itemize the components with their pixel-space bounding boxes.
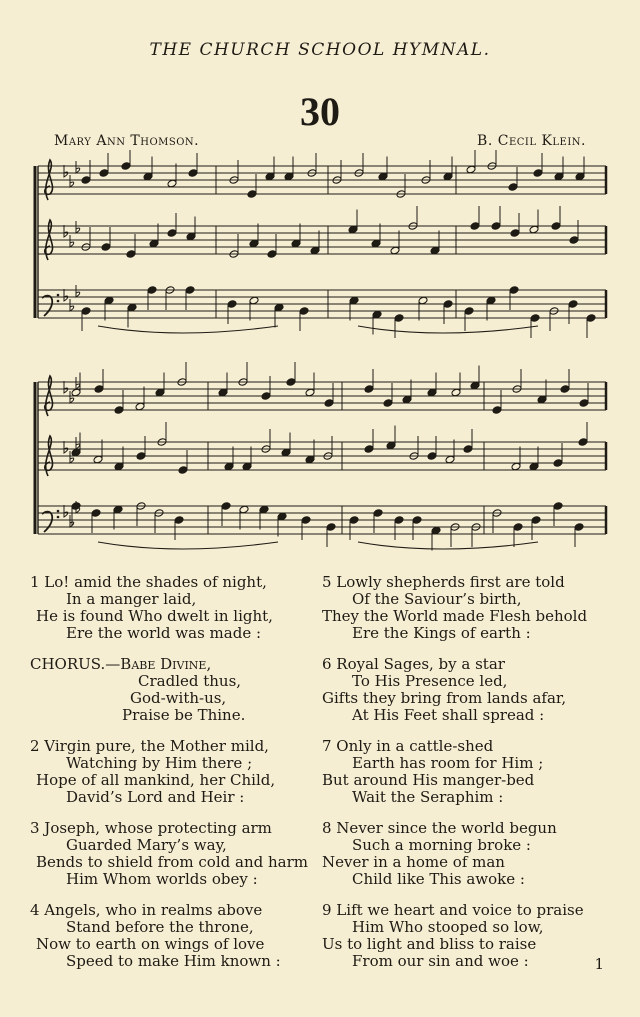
flat-sign-icon <box>64 441 68 453</box>
note-head <box>372 310 382 319</box>
note-head <box>326 523 336 532</box>
bass-clef-dot <box>57 300 60 303</box>
verse-line: 5 Lowly shepherds first are told <box>322 573 565 591</box>
verse-line: 8 Never since the world begun <box>322 819 557 837</box>
note-head <box>104 296 114 305</box>
stanza-7 <box>316 738 616 806</box>
note-head <box>167 229 177 238</box>
note-head <box>443 300 453 309</box>
note-head <box>101 243 111 252</box>
bass-clef-icon <box>42 512 52 532</box>
note-head <box>531 516 541 525</box>
note-head <box>71 388 81 397</box>
note-head <box>113 505 123 514</box>
verse-line: 4 Angels, who in realms above <box>30 901 263 919</box>
note-head <box>511 462 521 471</box>
note-head <box>121 162 131 171</box>
note-head <box>291 239 301 248</box>
bass-clef-dot <box>57 294 60 297</box>
note-head <box>383 399 393 408</box>
note-head <box>492 406 502 415</box>
flat-sign-icon <box>70 235 74 247</box>
note-head <box>227 300 237 309</box>
verse-line: Ere the world was made : <box>66 624 262 642</box>
note-head <box>94 385 104 394</box>
verse-line: In a manger laid, <box>66 590 197 608</box>
note-head <box>412 516 422 525</box>
note-head <box>394 516 404 525</box>
note-head <box>430 246 440 255</box>
bass-clef-dot <box>57 516 60 519</box>
note-head <box>186 232 196 241</box>
note-head <box>265 172 275 181</box>
verse-line: David’s Lord and Heir : <box>66 788 245 806</box>
bass-clef-dot <box>57 510 60 513</box>
hymn-number: 30 <box>300 89 340 134</box>
note-head <box>553 502 563 511</box>
note-head <box>178 466 188 475</box>
note-head <box>81 176 91 185</box>
running-head: THE CHURCH SCHOOL HYMNAL. <box>149 40 491 60</box>
note-head <box>378 172 388 181</box>
note-head <box>537 395 547 404</box>
note-head <box>509 286 519 295</box>
note-head <box>299 307 309 316</box>
verse-line: Cradled thus, <box>138 672 242 690</box>
flat-sign-icon <box>64 225 68 237</box>
verse-line: At His Feet shall spread : <box>352 706 545 724</box>
note-head <box>445 455 455 464</box>
verse-line: Gifts they bring from lands afar, <box>322 689 567 707</box>
note-head <box>466 165 476 174</box>
note-head <box>305 388 315 397</box>
note-head <box>560 385 570 394</box>
verse-line: Never in a home of man <box>322 853 505 871</box>
note-head <box>575 172 585 181</box>
verse-line: But around His manger-bed <box>322 771 535 789</box>
stanza-3 <box>30 820 330 888</box>
note-head <box>249 239 259 248</box>
note-head <box>135 402 145 411</box>
verse-line: Him Whom worlds obey : <box>66 870 258 888</box>
note-head <box>267 250 277 259</box>
verse-line: Child like This awoke : <box>352 870 525 888</box>
note-head <box>239 505 249 514</box>
slur <box>358 326 538 333</box>
flat-sign-icon <box>64 165 68 177</box>
note-head <box>221 502 231 511</box>
note-head <box>364 385 374 394</box>
words-author: Mary Ann Thomson. <box>54 133 200 149</box>
note-head <box>486 296 496 305</box>
note-head <box>349 516 359 525</box>
note-head <box>464 307 474 316</box>
verse-line: Hope of all mankind, her Child, <box>36 771 276 789</box>
note-head <box>188 169 198 178</box>
note-head <box>371 239 381 248</box>
note-head <box>149 239 159 248</box>
note-head <box>286 378 296 387</box>
note-head <box>418 296 428 305</box>
note-head <box>99 169 109 178</box>
verse-line: Bends to shield from cold and harm <box>36 853 308 871</box>
note-head <box>364 445 374 454</box>
verse-line: 1 Lo! amid the shades of night, <box>30 573 267 591</box>
note-head <box>218 388 228 397</box>
note-head <box>402 395 412 404</box>
note-head <box>554 172 564 181</box>
note-head <box>274 303 284 312</box>
note-head <box>510 229 520 238</box>
stanza-1 <box>30 574 330 642</box>
note-head <box>529 462 539 471</box>
note-head <box>530 314 540 323</box>
note-head <box>185 286 195 295</box>
verse-line: Praise be Thine. <box>122 706 246 724</box>
note-head <box>386 441 396 450</box>
music-score <box>32 150 612 560</box>
note-head <box>249 296 259 305</box>
page-number: 1 <box>594 955 604 973</box>
stanza-4 <box>30 902 330 970</box>
bass-clef-icon <box>42 296 52 316</box>
verse-line: Of the Saviour’s birth, <box>352 590 522 608</box>
note-head <box>553 459 563 468</box>
verse-line: Watching by Him there ; <box>66 754 253 772</box>
note-head <box>586 314 596 323</box>
note-head <box>427 388 437 397</box>
note-head <box>91 509 101 518</box>
flat-sign-icon <box>70 175 74 187</box>
note-head <box>301 516 311 525</box>
verse-line: CHORUS.—Babe Divine, <box>30 655 212 673</box>
note-head <box>127 303 137 312</box>
flat-sign-icon <box>76 285 80 297</box>
verse-line: 6 Royal Sages, by a star <box>322 655 505 673</box>
verse-line: 7 Only in a cattle-shed <box>322 737 494 755</box>
note-head <box>533 169 543 178</box>
note-head <box>578 438 588 447</box>
slur <box>358 542 538 549</box>
note-head <box>443 172 453 181</box>
note-head <box>305 455 315 464</box>
note-head <box>81 307 91 316</box>
flat-sign-icon <box>76 377 80 389</box>
note-head <box>348 225 358 234</box>
note-head <box>284 172 294 181</box>
note-head <box>491 222 501 231</box>
verse-line: Earth has room for Him ; <box>352 754 544 772</box>
note-head <box>579 399 589 408</box>
note-head <box>114 406 124 415</box>
chorus <box>30 656 330 724</box>
note-head <box>71 448 81 457</box>
note-head <box>574 523 584 532</box>
slur <box>98 542 278 549</box>
note-head <box>551 222 561 231</box>
note-head <box>224 462 234 471</box>
note-head <box>394 314 404 323</box>
flat-sign-icon <box>64 289 68 301</box>
flat-sign-icon <box>64 505 68 517</box>
note-head <box>93 455 103 464</box>
stanza-2 <box>30 738 330 806</box>
note-head <box>281 448 291 457</box>
note-head <box>167 179 177 188</box>
note-head <box>324 399 334 408</box>
verse-line: Stand before the throne, <box>66 918 254 936</box>
note-head <box>136 452 146 461</box>
verse-line: 2 Virgin pure, the Mother mild, <box>30 737 269 755</box>
verse-line: Now to earth on wings of love <box>36 935 265 953</box>
note-head <box>277 512 287 521</box>
verse-line: Him Who stooped so low, <box>352 918 544 936</box>
stanza-6 <box>316 656 616 724</box>
flat-sign-icon <box>76 221 80 233</box>
music-composer: B. Cecil Klein. <box>477 133 586 149</box>
verse-line: God-with-us, <box>130 689 227 707</box>
verse-line: He is found Who dwelt in light, <box>36 607 273 625</box>
note-head <box>569 236 579 245</box>
flat-sign-icon <box>76 161 80 173</box>
verse-line: Ere the Kings of earth : <box>352 624 531 642</box>
note-head <box>513 523 523 532</box>
verse-line: Such a morning broke : <box>352 836 531 854</box>
note-head <box>470 222 480 231</box>
verse-line: Wait the Seraphim : <box>352 788 504 806</box>
note-head <box>114 462 124 471</box>
flat-sign-icon <box>76 437 80 449</box>
note-head <box>247 190 257 199</box>
note-head <box>463 445 473 454</box>
verse-line: Us to light and bliss to raise <box>322 935 537 953</box>
note-head <box>431 526 441 535</box>
note-head <box>508 183 518 192</box>
note-head <box>349 296 359 305</box>
note-head <box>310 246 320 255</box>
slur <box>98 326 278 333</box>
note-head <box>147 286 157 295</box>
verse-line: Guarded Mary’s way, <box>66 836 227 854</box>
note-head <box>126 250 136 259</box>
stanza-8 <box>316 820 616 888</box>
note-head <box>470 381 480 390</box>
note-head <box>568 300 578 309</box>
verse-line: 9 Lift we heart and voice to praise <box>322 901 584 919</box>
note-head <box>155 388 165 397</box>
flat-sign-icon <box>64 381 68 393</box>
note-head <box>373 509 383 518</box>
note-head <box>390 246 400 255</box>
note-head <box>143 172 153 181</box>
stanza-5 <box>316 574 616 642</box>
note-head <box>529 225 539 234</box>
verse-line: Speed to make Him known : <box>66 952 281 970</box>
note-head <box>451 388 461 397</box>
verse-line: 3 Joseph, whose protecting arm <box>30 819 272 837</box>
note-head <box>261 392 271 401</box>
verse-line: From our sin and woe : <box>352 952 529 970</box>
flat-sign-icon <box>70 299 74 311</box>
verse-line: To His Presence led, <box>352 672 508 690</box>
note-head <box>242 462 252 471</box>
note-head <box>259 505 269 514</box>
note-head <box>174 516 184 525</box>
verse-line: They the World made Flesh behold <box>322 607 588 625</box>
note-head <box>427 452 437 461</box>
stanza-9 <box>316 902 616 970</box>
